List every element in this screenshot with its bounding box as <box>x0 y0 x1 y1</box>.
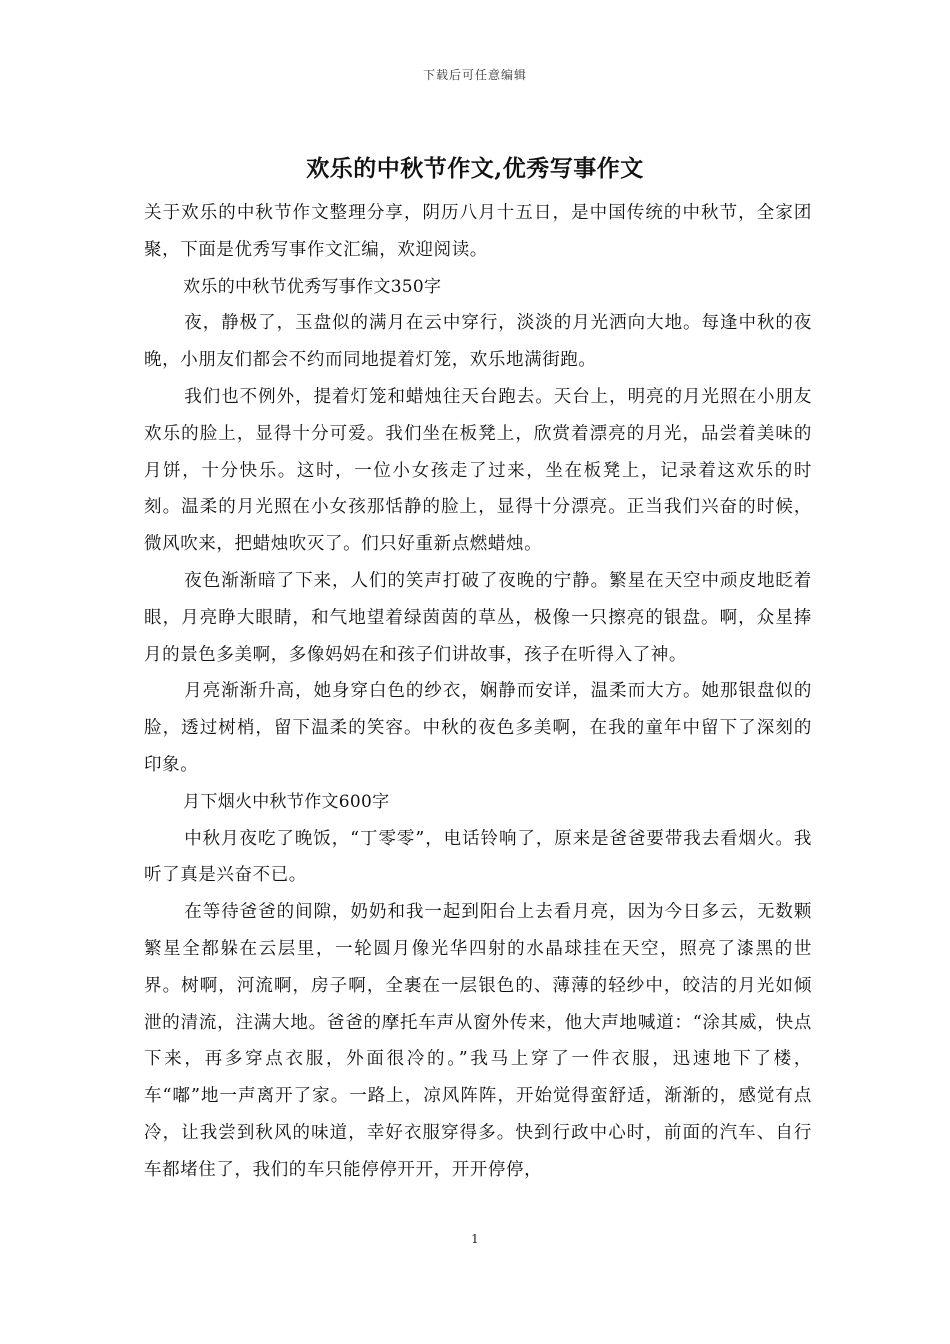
body-paragraph: 在等待爸爸的间隙，奶奶和我一起到阳台上去看月亮，因为今日多云，无数颗繁星全都躲在云层里，一轮圆月像光华四射的水晶球挂在天空，照亮了漆黑的世界。树啊，河流啊，房子啊，全裹在一层银色的、薄薄的轻纱中，皎洁的月光如倾泄的清流，注满大地。爸爸的摩托车声从窗外传来，他大声地喊道：“涂其威，快点下来，再多穿点衣服，外面很冷的。”我马上穿了一件衣服，迅速地下了楼，车“嘟”地一声离开了家。一路上，凉风阵阵，开始觉得蛮舒适，渐渐的，感觉有点冷，让我尝到秋风的味道，幸好衣服穿得多。快到行政中心时，前面的汽车、自行车都堵住了，我们的车只能停停开开，开开停停， <box>144 902 812 1180</box>
document-title: 欢乐的中秋节作文,优秀写事作文 <box>306 155 644 182</box>
body-paragraph: 月亮渐渐升高，她身穿白色的纱衣，娴静而安详，温柔而大方。她那银盘似的脸，透过树梢，留下温柔的笑容。中秋的夜色多美啊，在我的童年中留下了深刻的印象。 <box>144 681 812 775</box>
document-body <box>144 195 812 1189</box>
body-paragraph: 夜色渐渐暗了下来，人们的笑声打破了夜晚的宁静。繁星在天空中顽皮地眨着眼，月亮睁大眼睛，和气地望着绿茵茵的草丛，极像一只擦亮的银盘。啊，众星捧月的景色多美啊，多像妈妈在和孩子们讲故事，孩子在听得入了神。 <box>144 570 812 665</box>
section-heading: 月下烟火中秋节作文600字 <box>183 791 390 812</box>
body-paragraph: 夜，静极了，玉盘似的满月在云中穿行，淡淡的月光洒向大地。每逢中秋的夜晚，小朋友们都会不约而同地提着灯笼，欢乐地满街跑。 <box>144 313 812 371</box>
body-paragraph: 中秋月夜吃了晚饭，“丁零零”，电话铃响了，原来是爸爸要带我去看烟火。我听了真是兴奋不已。 <box>144 828 812 886</box>
section-heading: 欢乐的中秋节优秀写事作文350字 <box>183 276 442 297</box>
header-note: 下载后可任意编辑 <box>422 68 527 82</box>
page-number: 1 <box>471 1232 479 1246</box>
intro-paragraph: 关于欢乐的中秋节作文整理分享，阴历八月十五日，是中国传统的中秋节，全家团聚，下面是优秀写事作文汇编，欢迎阅读。 <box>144 203 812 260</box>
body-paragraph: 我们也不例外，提着灯笼和蜡烛往天台跑去。天台上，明亮的月光照在小朋友欢乐的脸上，显得十分可爱。我们坐在板凳上，欣赏着漂亮的月光，品尝着美味的月饼，十分快乐。这时，一位小女孩走了过来，坐在板凳上，记录着这欢乐的时刻。温柔的月光照在小女孩那恬静的脸上，显得十分漂亮。正当我们兴奋的时候，微风吹来，把蜡烛吹灭了。们只好重新点燃蜡烛。 <box>144 386 812 555</box>
